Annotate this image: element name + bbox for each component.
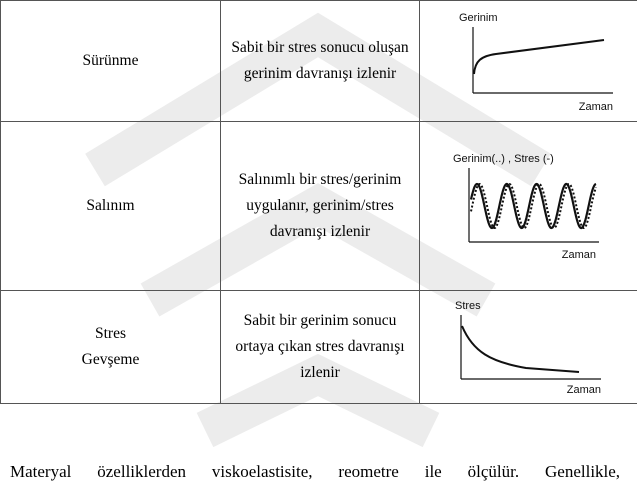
table-row bbox=[1, 1, 637, 122]
creep-graph-y-label: Gerinim bbox=[459, 11, 498, 24]
relaxation-graph-x-label: Zaman bbox=[566, 384, 601, 396]
method-name-stress-relaxation bbox=[1, 291, 221, 404]
method-name-oscillation: Salınım bbox=[1, 122, 221, 291]
paragraph-word: ölçülür. bbox=[467, 462, 520, 481]
paragraph-word: Materyal bbox=[10, 462, 72, 481]
method-name-line1: Stres bbox=[95, 325, 126, 342]
paragraph-word: Genellikle, bbox=[545, 462, 620, 481]
oscillation-graph-y-label: Gerinim(..) , Stres (-) bbox=[453, 153, 554, 165]
method-name-creep: Sürünme bbox=[1, 1, 221, 122]
relaxation-graph-y-label: Stres bbox=[455, 300, 481, 312]
creep-graph-x-label: Zaman bbox=[578, 100, 613, 113]
paragraph-word: ile bbox=[424, 462, 442, 481]
creep-curve bbox=[474, 40, 604, 74]
method-name-line2: Gevşeme bbox=[81, 351, 140, 368]
method-description-creep: Sabit bir stres sonucu oluşan gerinim davranışı izlenir bbox=[221, 1, 420, 122]
oscillation-graph-x-label: Zaman bbox=[561, 249, 596, 261]
oscillation-graph-cell bbox=[420, 122, 637, 291]
oscillation-graph bbox=[451, 150, 621, 262]
method-description-oscillation: Salınımlı bir stres/gerinim uygulanır, gerinim/stres davranışı izlenir bbox=[221, 122, 420, 291]
table-row bbox=[1, 122, 637, 291]
paragraph-word: özelliklerden bbox=[97, 462, 187, 481]
creep-graph-cell bbox=[420, 1, 637, 122]
stress-relaxation-graph bbox=[451, 297, 621, 397]
body-paragraph bbox=[10, 462, 620, 482]
relaxation-curve bbox=[462, 326, 579, 372]
creep-graph bbox=[451, 9, 621, 114]
stress-relaxation-graph-cell bbox=[420, 291, 637, 404]
method-description-stress-relaxation: Sabit bir gerinim sonucu ortaya çıkan stres davranışı izlenir bbox=[221, 291, 420, 404]
paragraph-word: reometre bbox=[338, 462, 399, 481]
paragraph-word: viskoelastisite, bbox=[211, 462, 313, 481]
table-row bbox=[1, 291, 637, 404]
